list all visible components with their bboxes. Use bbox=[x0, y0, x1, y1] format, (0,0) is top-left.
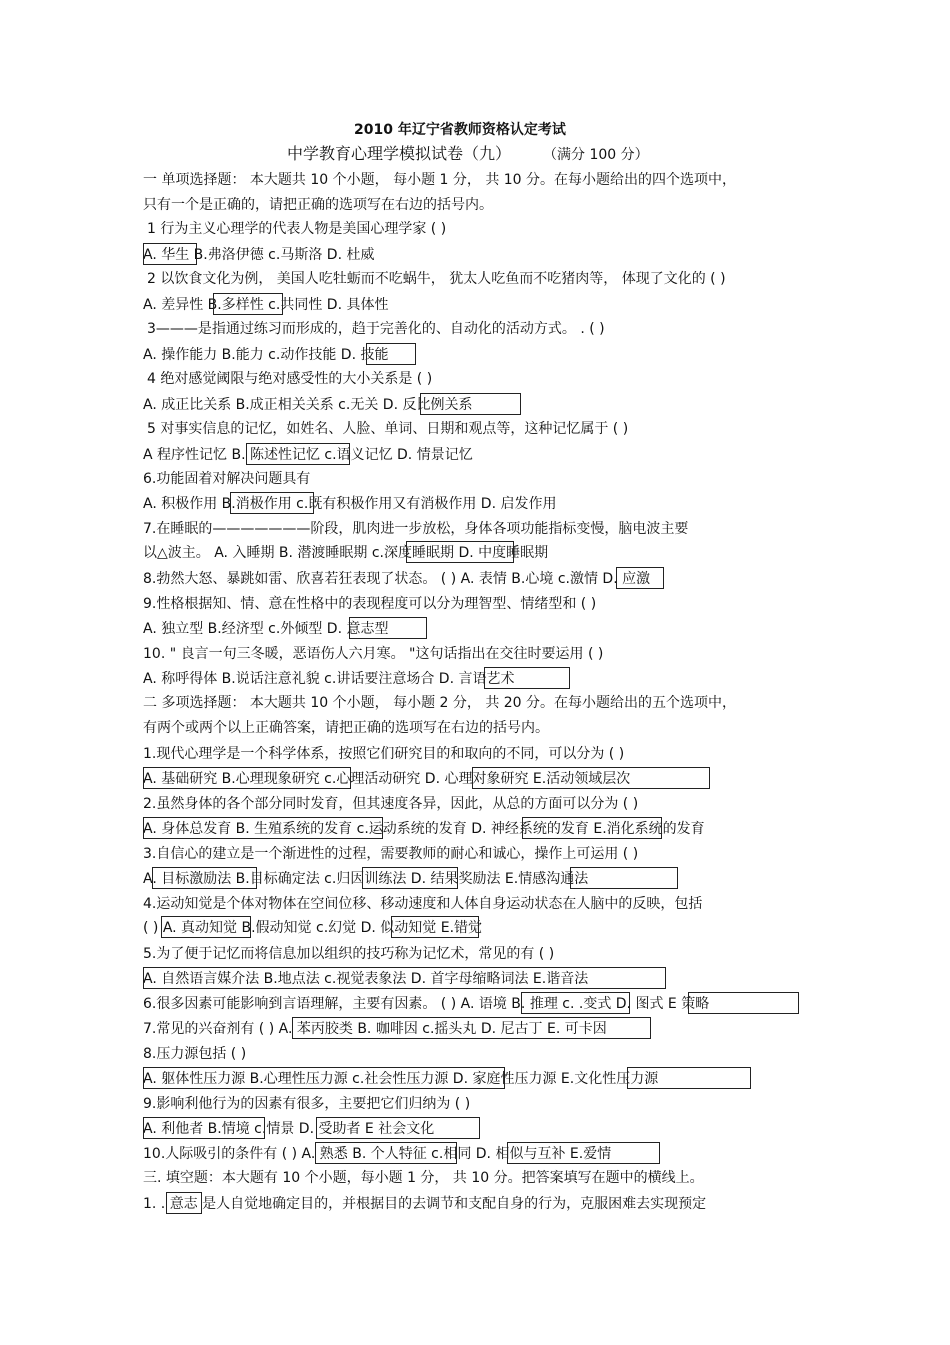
full-score: （满分 100 分） bbox=[543, 147, 649, 163]
options-1-2: A. 差异性 B.多样性 c.共同性 D. 具体性 bbox=[143, 297, 389, 313]
options-1-6: A. 积极作用 B.消极作用 c.既有积极作用又有消极作用 D. 启发作用 bbox=[143, 496, 557, 512]
options-2-2: A. 身体总发育 B. 生殖系统的发育 c.运动系统的发育 D. 神经系统的发育 E.消化系统的发育 bbox=[143, 821, 705, 837]
answer-box bbox=[362, 867, 458, 889]
options-2-5: A. 自然语言媒介法 B.地点法 c.视觉表象法 D. 首字母缩略词法 E.谐音法 bbox=[143, 971, 589, 987]
question-2-10: 10.人际吸引的条件有 ( ) A. 熟悉 B. 个人特征 c.相同 D. 相似与互补 E.爱情 bbox=[143, 1146, 612, 1162]
answer-box bbox=[143, 1067, 505, 1089]
answer-box bbox=[161, 916, 251, 938]
answer-box bbox=[688, 992, 799, 1014]
answer-box bbox=[391, 916, 479, 938]
answer-box bbox=[507, 1142, 660, 1164]
answer-box bbox=[315, 1142, 457, 1164]
question-2-2: 2.虽然身体的各个部分同时发育，但其速度各异，因此，从总的方面可以分为 ( ) bbox=[143, 796, 639, 812]
question-1-3: 3———是指通过练习而形成的，趋于完善化的、自动化的活动方式。 . ( ) bbox=[147, 321, 605, 337]
answer-box bbox=[406, 541, 514, 563]
paper-title: 中学教育心理学模拟试卷（九） bbox=[287, 144, 512, 163]
answer-box bbox=[143, 767, 351, 789]
options-1-1: A. 华生 B.弗洛伊德 c.马斯洛 D. 杜威 bbox=[143, 247, 375, 263]
question-1-10: 10. " 良言一句三冬暖，恶语伤人六月寒。 "这句话指出在交往时要运用 ( ) bbox=[143, 646, 604, 662]
question-1-9: 9.性格根据知、情、意在性格中的表现程度可以分为理智型、情绪型和 ( ) bbox=[143, 596, 597, 612]
question-2-9: 9.影响利他行为的因素有很多，主要把它们归纳为 ( ) bbox=[143, 1096, 471, 1112]
section-2-intro: 二 多项选择题： 本大题共 10 个小题， 每小题 2 分， 共 20 分。在每小题给出的五个选项中， bbox=[143, 695, 737, 711]
question-1-2: 2 以饮食文化为例， 美国人吃牡蛎而不吃蜗牛， 犹太人吃鱼而不吃猪肉等， 体现了文化的 ( ) bbox=[147, 271, 726, 287]
question-2-1: 1.现代心理学是一个科学体系，按照它们研究目的和取向的不同，可以分为 ( ) bbox=[143, 746, 625, 762]
options-1-9: A. 独立型 B.经济型 c.外倾型 D. 意志型 bbox=[143, 621, 389, 637]
question-2-7: 7.常见的兴奋剂有 ( ) A. 苯丙胶类 B. 咖啡因 c.摇头丸 D. 尼古丁 E. 可卡因 bbox=[143, 1021, 607, 1037]
answer-box bbox=[230, 492, 314, 514]
answer-box bbox=[166, 1192, 202, 1214]
answer-box bbox=[143, 1117, 265, 1139]
answer-box bbox=[143, 817, 383, 839]
section-3-intro: 三. 填空题：本大题有 10 个小题，每小题 1 分， 共 10 分。把答案填写在题中的横线上。 bbox=[143, 1170, 704, 1186]
answer-box bbox=[246, 443, 350, 465]
answer-box bbox=[316, 1117, 480, 1139]
options-2-3: A. 目标激励法 B.目标确定法 c.归因训练法 D. 结果奖励法 E.情感沟通法 bbox=[143, 871, 589, 887]
section-1-intro-cont: 只有一个是正确的，请把正确的选项写在右边的括号内。 bbox=[143, 197, 493, 213]
options-1-5: A 程序性记忆 B. 陈述性记忆 c.语义记忆 D. 情景记忆 bbox=[143, 447, 473, 463]
question-2-3: 3.自信心的建立是一个渐进性的过程，需要教师的耐心和诚心，操作上可运用 ( ) bbox=[143, 846, 639, 862]
options-2-9: A. 利他者 B.情境 c.情景 D. 受助者 E 社会文化 bbox=[143, 1121, 435, 1137]
answer-box bbox=[522, 817, 662, 839]
question-1-5: 5 对事实信息的记忆，如姓名、人脸、单词、日期和观点等，这种记忆属于 ( ) bbox=[147, 421, 629, 437]
question-1-4: 4 绝对感觉阈限与绝对感受性的大小关系是 ( ) bbox=[147, 371, 433, 387]
answer-box bbox=[152, 867, 257, 889]
answer-box bbox=[570, 867, 678, 889]
question-1-8: 8.勃然大怒、暴跳如雷、欣喜若狂表现了状态。 ( ) A. 表情 B.心境 c.激情 D. 应激 bbox=[143, 571, 651, 587]
question-3-1: 1. . 意志 是人自觉地确定目的，并根据目的去调节和支配自身的行为，克服困难去实现预定 bbox=[143, 1196, 707, 1212]
exam-title: 2010 年辽宁省教师资格认定考试 bbox=[354, 122, 566, 138]
answer-box bbox=[484, 667, 570, 689]
question-2-8: 8.压力源包括 ( ) bbox=[143, 1046, 247, 1062]
options-1-10: A. 称呼得体 B.说话注意礼貌 c.讲话要注意场合 D. 言语艺术 bbox=[143, 671, 515, 687]
options-2-1: A. 基础研究 B.心理现象研究 c.心理活动研究 D. 心理对象研究 E.活动领域层次 bbox=[143, 771, 631, 787]
answer-box bbox=[292, 1017, 651, 1039]
answer-box bbox=[213, 293, 283, 315]
options-2-4: ( ) A. 真动知觉 B.假动知觉 c.幻觉 D. 似动知觉 E.错觉 bbox=[143, 920, 483, 936]
section-1-intro: 一 单项选择题： 本大题共 10 个小题， 每小题 1 分， 共 10 分。在每小题给出的四个选项中， bbox=[143, 172, 737, 188]
options-1-4: A. 成正比关系 B.成正相关关系 c.无关 D. 反比例关系 bbox=[143, 397, 473, 413]
question-1-1: 1 行为主义心理学的代表人物是美国心理学家 ( ) bbox=[147, 221, 447, 237]
question-2-5: 5.为了便于记忆而将信息加以组织的技巧称为记忆术，常见的有 ( ) bbox=[143, 946, 555, 962]
answer-box bbox=[472, 767, 710, 789]
question-1-7: 7.在睡眠的———————阶段，肌肉进一步放松，身体各项功能指标变慢，脑电波主要 bbox=[143, 521, 689, 537]
options-1-3: A. 操作能力 B.能力 c.动作技能 D. 技能 bbox=[143, 347, 389, 363]
answer-box bbox=[616, 567, 664, 589]
section-2-intro-cont: 有两个或两个以上正确答案，请把正确的选项写在右边的括号内。 bbox=[143, 720, 549, 736]
options-2-8: A. 躯体性压力源 B.心理性压力源 c.社会性压力源 D. 家庭性压力源 E.文化性压力源 bbox=[143, 1071, 659, 1087]
question-2-4: 4.运动知觉是个体对物体在空间位移、移动速度和人体自身运动状态在人脑中的反映，包括 bbox=[143, 896, 703, 912]
options-1-7: 以△波主。 A. 入睡期 B. 潜渡睡眠期 c.深度睡眠期 D. 中度睡眠期 bbox=[143, 545, 549, 561]
answer-box bbox=[366, 343, 416, 365]
answer-box bbox=[627, 1067, 751, 1089]
answer-box bbox=[349, 617, 427, 639]
answer-box bbox=[521, 992, 630, 1014]
answer-box bbox=[143, 967, 666, 989]
question-1-6: 6.功能固着对解决问题具有 bbox=[143, 471, 311, 487]
answer-box bbox=[420, 393, 521, 415]
answer-box bbox=[143, 243, 197, 265]
question-2-6: 6.很多因素可能影响到言语理解，主要有因素。 ( ) A. 语境 B. 推理 c. .变式 D. 图式 E 策略 bbox=[143, 996, 710, 1012]
